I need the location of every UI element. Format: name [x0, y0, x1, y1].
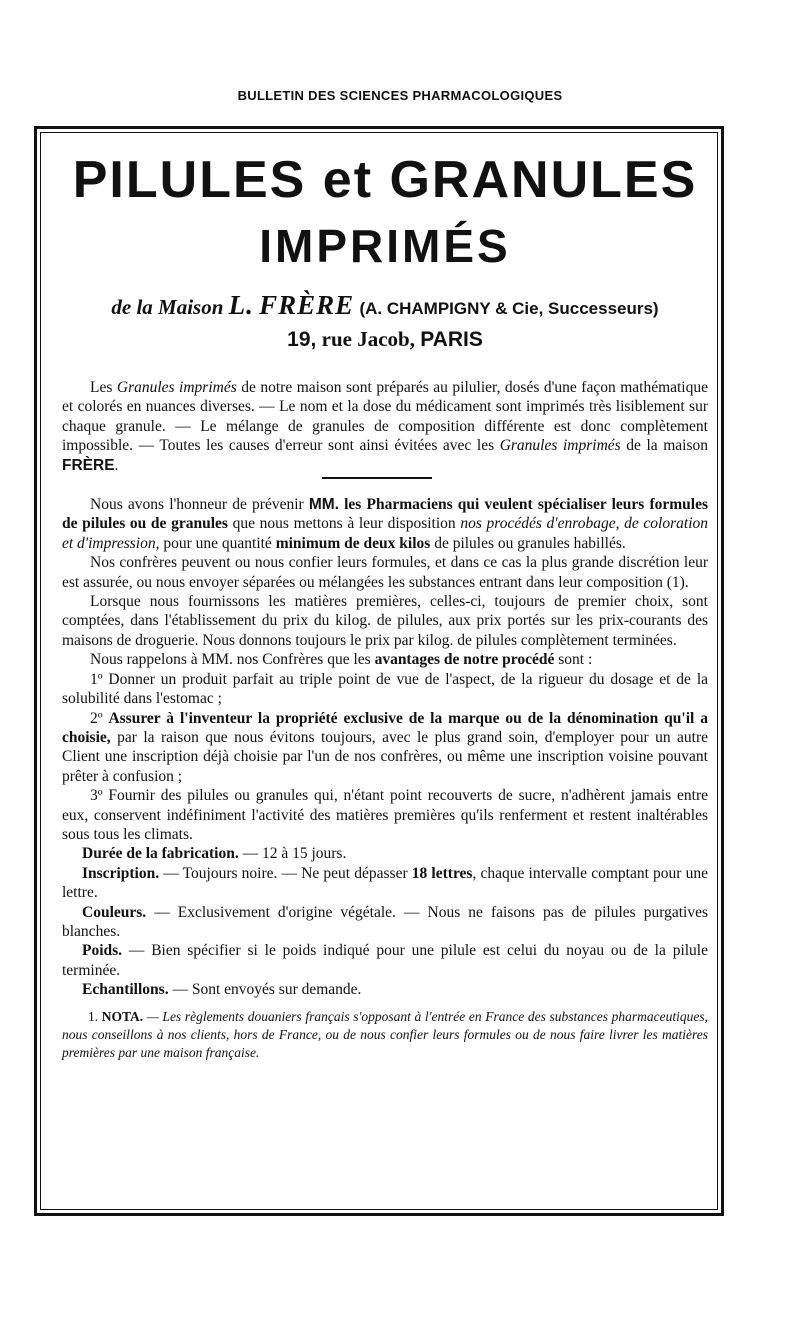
spec-text: , chaque intervalle comptant pour une lettre. — [62, 864, 708, 902]
spec-text: — Bien spécifier si le poids indiqué pour une pilule est celui du noyau ou de la pilule terminée. — [62, 942, 708, 979]
spec-label: Echantillons. — [82, 981, 169, 999]
house-line — [62, 290, 708, 321]
rappel-paragraph — [62, 650, 708, 669]
spec-emphasis: 18 lettres — [411, 864, 473, 882]
matieres-paragraph: Lorsque nous fournissons les matières premières, celles-ci, toujours de premier choix, sont comptées, dans l'établissement du prix du kilog. de pilules, aux prix portés sur les prix-courants des maisons de droguerie. Nous donnons toujours le prix par kilog. de pilules complètement terminées. — [62, 593, 708, 649]
address-line — [62, 327, 708, 352]
spec-duree — [62, 844, 708, 863]
address-street: rue Jacob, — [321, 327, 415, 351]
footnote-label: NOTA. — [101, 1008, 144, 1024]
spacer — [62, 479, 708, 495]
advertisement — [62, 150, 708, 1062]
advantage-2 — [62, 709, 708, 787]
footnote-body: — Les règlements douaniers français s'opposant à l'entrée en France des substances pharmaceutiques, nous conseillons à nos clients, hors de France, ou de nous confier leurs formules ou de nous faire livrer les matières premières par une maison française. — [62, 1008, 708, 1060]
address-city: PARIS — [420, 328, 483, 351]
advantage-2-text: par la raison que nous évitons toujours, avec le plus grand soin, d'employer pour un autre Client une inscription déjà choisie par l'un de nos confrères, ou même une inscription voisine pouvant prêter à confusion ; — [62, 728, 708, 785]
specifications — [62, 844, 708, 999]
intro-emphasis: Granules imprimés — [116, 379, 237, 396]
house-successors: (A. CHAMPIGNY & Cie, Successeurs) — [359, 299, 659, 318]
offer-emphasis: minimum de deux kilos — [275, 534, 431, 552]
confreres-paragraph: Nos confrères peuvent ou nous confier leurs formules, et dans ce cas la plus grande discrétion leur est assurée, ou nous envoyer séparées ou mélangées les substances entrant dans leur composition (1). — [62, 554, 708, 591]
offer-italic: nos procédés d'enrobage, de coloration et d'impression, — [62, 515, 709, 552]
footnote-number: 1. — [88, 1008, 102, 1024]
spec-poids — [62, 941, 708, 980]
offer-emphasis: les Pharmaciens qui veulent spécialiser leurs formules de pilules ou de granules — [62, 496, 708, 533]
intro-brand: FRÈRE — [62, 456, 115, 474]
house-prefix: de la Maison — [111, 295, 224, 319]
offer-text: Nous avons l'honneur de prévenir — [90, 496, 309, 514]
footnote-text — [62, 1008, 708, 1062]
spec-label: Couleurs. — [82, 903, 147, 921]
spec-text: — Exclusivement d'origine végétale. — Nous ne faisons pas de pilules purgatives blanches. — [62, 903, 708, 940]
rappel-emphasis: avantages de notre procédé — [374, 651, 555, 669]
intro-emphasis: Granules imprimés — [499, 437, 621, 455]
spec-text: — Toujours noire. — Ne peut dépasser — [159, 864, 412, 882]
spec-inscription — [62, 864, 708, 903]
intro-text: Les — [90, 379, 117, 396]
offer-paragraph — [62, 495, 708, 553]
spec-label: Durée de la fabrication. — [82, 845, 239, 863]
spec-label: Inscription. — [82, 864, 160, 882]
advertisement-body — [62, 378, 708, 1062]
rappel-text: Nous rappelons à MM. nos Confrères que les — [90, 651, 375, 669]
offer-text: que nous mettons à leur disposition — [227, 515, 461, 533]
advantage-3: 3º Fournir des pilules ou granules qui, n'étant point recouverts de sucre, n'adhèrent jamais entre eux, conservent indéfiniment l'activité des matières premières qu'ils renferment et restent inaltérables sous tous les climats. — [62, 787, 708, 843]
spec-text: — Sont envoyés sur demande. — [168, 981, 362, 999]
advantage-1: 1º Donner un produit parfait au triple point de vue de l'aspect, de la rigueur du dosage et de la solubilité dans l'estomac ; — [62, 670, 708, 708]
running-head: BULLETIN DES SCIENCES PHARMACOLOGIQUES — [237, 88, 563, 103]
spec-couleurs — [62, 903, 708, 942]
intro-text: . — [114, 456, 119, 474]
intro-text: de la maison — [620, 437, 708, 455]
offer-text: pour une quantité — [159, 534, 276, 552]
title-line-2: IMPRIMÉS — [259, 220, 511, 272]
offer-text: de pilules ou granules habillés. — [430, 534, 626, 552]
intro-text: de notre maison sont préparés au pilulier, dosés d'une façon mathématique et colorés en nuances diverses. — Le nom et la dose du médicament sont imprimés très lisiblement sur chaque granule. — Le mélange de granules de composition différente est donc complètement impossible. — Toutes les causes d'erreur sont ainsi évitées avec les — [62, 379, 708, 455]
offer-emphasis: MM. — [308, 496, 339, 514]
spec-label: Poids. — [82, 942, 123, 960]
advantage-2-emphasis: Assurer à l'inventeur la propriété exclusive de la marque ou de la dénomination qu'il a choisie, — [62, 709, 708, 746]
house-name: FRÈRE — [259, 290, 355, 320]
intro-paragraph — [62, 378, 708, 475]
spec-text: — 12 à 15 jours. — [238, 845, 347, 863]
footnote — [62, 1008, 708, 1062]
advantage-2-number: 2º — [90, 709, 109, 727]
spec-echantillons — [62, 980, 708, 999]
house-initial: L. — [228, 290, 254, 320]
address-number: 19, — [287, 328, 317, 351]
title-line-1: PILULES et GRANULES — [72, 151, 698, 209]
rappel-text: sont : — [554, 651, 593, 669]
